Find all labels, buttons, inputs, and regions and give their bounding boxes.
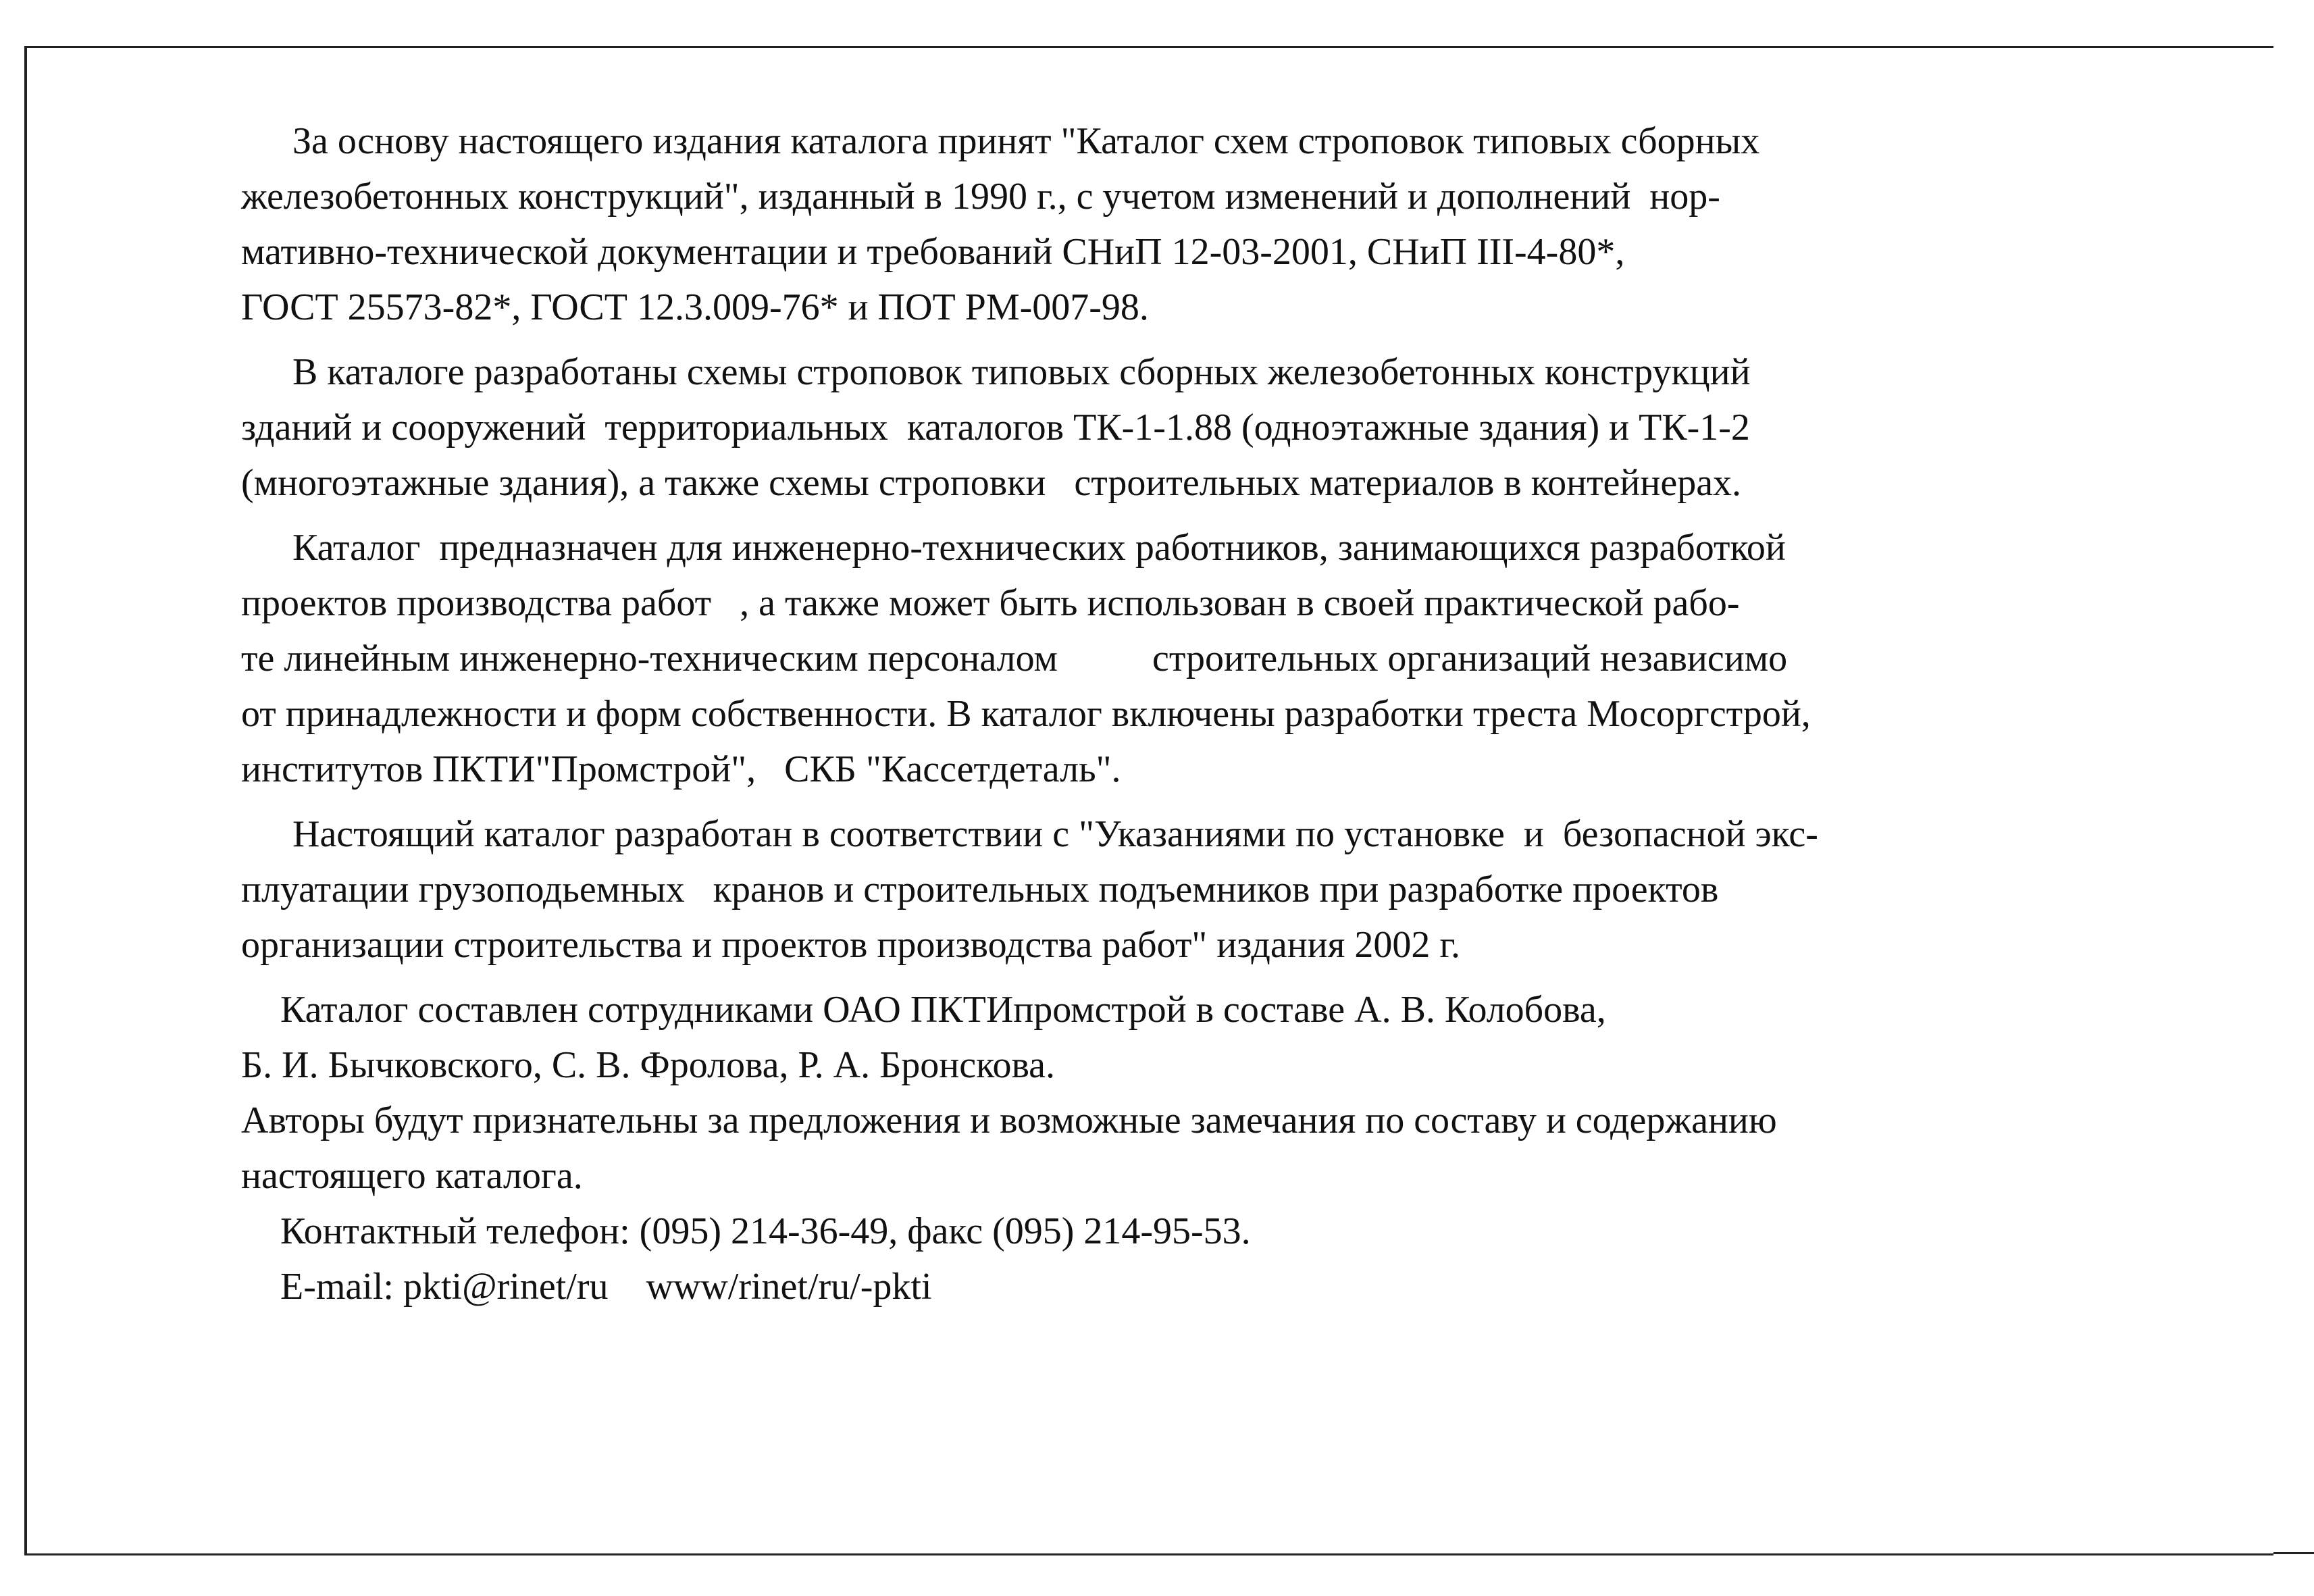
text-line: Каталог предназначен для инженерно-технических работников, занимающихся разработкой <box>292 527 1786 569</box>
text-line: (многоэтажные здания), а также схемы строповки строительных материалов в контейнерах. <box>241 462 1742 504</box>
frame-bottom-right-tick <box>2273 1552 2314 1554</box>
text-line: Настоящий каталог разработан в соответствии с "Указаниями по установке и безопасной экс- <box>292 813 1818 855</box>
paragraph-catalog-purpose <box>241 520 1970 797</box>
paragraph-catalog-compliance <box>241 806 1970 973</box>
text-line: В каталоге разработаны схемы строповок типовых сборных железобетонных конструкций <box>292 351 1751 393</box>
paragraph-catalog-basis <box>241 113 1970 335</box>
text-line: мативно-технической документации и требований СНиП 12-03-2001, СНиП III-4-80*, <box>241 231 1625 273</box>
text-line: настоящего каталога. <box>241 1155 583 1197</box>
document-body <box>241 113 1970 1314</box>
paragraph-catalog-authors <box>241 982 1970 1204</box>
text-line: зданий и сооружений территориальных каталогов ТК-1-1.88 (одноэтажные здания) и ТК-1-2 <box>241 407 1750 448</box>
contact-email-line: E-mail: pkti@rinet/ru www/rinet/ru/-pkti <box>280 1266 932 1308</box>
text-line: проектов производства работ , а также может быть использован в своей практической рабо- <box>241 582 1740 624</box>
text-line: организации строительства и проектов производства работ" издания 2002 г. <box>241 924 1461 966</box>
text-line: Авторы будут признательны за предложения и возможные замечания по составу и содержанию <box>241 1100 1777 1141</box>
paragraph-catalog-schemes <box>241 344 1970 511</box>
text-line: За основу настоящего издания каталога принят "Каталог схем строповок типовых сборных <box>292 120 1760 162</box>
text-line: от принадлежности и форм собственности. В каталог включены разработки треста Мосоргстрой, <box>241 693 1811 735</box>
text-line: те линейным инженерно-техническим персоналом строительных организаций независимо <box>241 638 1788 679</box>
text-line: ГОСТ 25573-82*, ГОСТ 12.3.009-76* и ПОТ РМ-007-98. <box>241 286 1149 328</box>
text-line: Б. И. Бычковского, С. В. Фролова, Р. А. Бронскова. <box>241 1044 1056 1086</box>
text-line: железобетонных конструкций", изданный в 1990 г., с учетом изменений и дополнений нор- <box>241 176 1720 217</box>
text-line: институтов ПКТИ"Промстрой", СКБ "Кассетдеталь". <box>241 748 1121 790</box>
text-line: плуатации грузоподьемных кранов и строительных подъемников при разработке проектов <box>241 869 1719 910</box>
contact-phone-line: Контактный телефон: (095) 214-36-49, факс (095) 214-95-53. <box>280 1210 1251 1252</box>
text-line: Каталог составлен сотрудниками ОАО ПКТИпромстрой в составе А. В. Колобова, <box>280 989 1606 1031</box>
paragraph-contacts <box>241 1204 1970 1314</box>
